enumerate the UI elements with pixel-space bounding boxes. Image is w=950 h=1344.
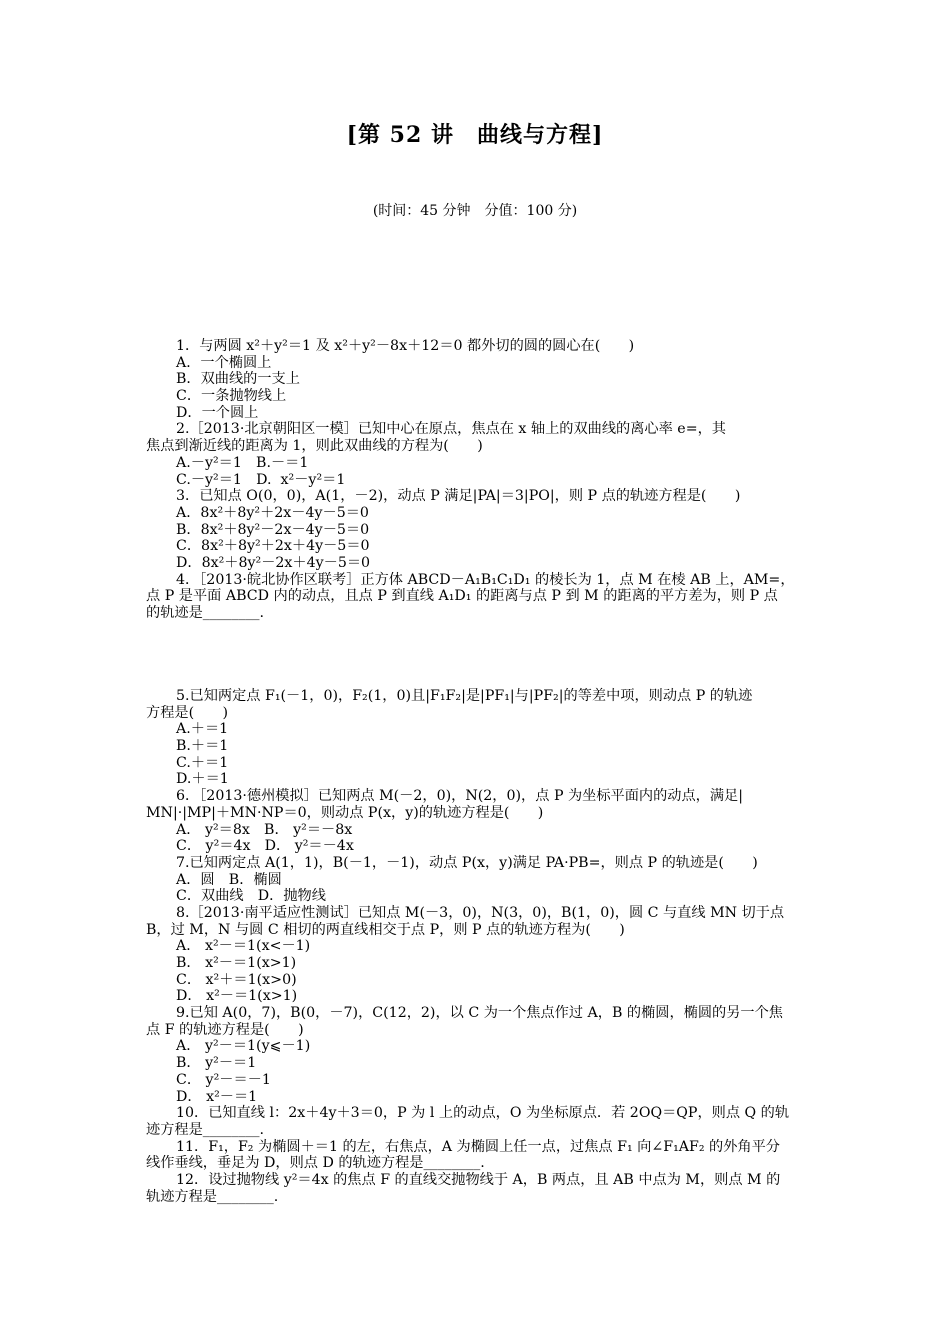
question-stem: 9.已知 A(0，7)，B(0，－7)，C(12，2)，以 C 为一个焦点作过 A，B 的椭圆，椭圆的另一个焦: [176, 1005, 783, 1022]
answer-option: A．8x²＋8y²＋2x－4y－5＝0: [176, 504, 369, 521]
answer-option: B． x²－＝1(x>1): [176, 955, 297, 971]
question-stem: 4．［2013·皖北协作区联考］正方体 ABCD－A₁B₁C₁D₁ 的棱长为 1，点 M 在棱 AB 上，AM=，: [176, 571, 795, 588]
question-text-line: MN|·|MP|＋MN·NP＝0，则动点 P(x，y)的轨迹方程是( ): [146, 804, 544, 821]
question-stem: 1．与两圆 x²＋y²＝1 及 x²＋y²－8x＋12＝0 都外切的圆的圆心在( ): [176, 338, 635, 354]
question-stem: 6．［2013·德州模拟］已知两点 M(－2，0)，N(2，0)，点 P 为坐标平面内的动点，满足|: [176, 788, 744, 805]
answer-option: D． x²－＝1: [176, 1088, 258, 1105]
question-text-line: B，过 M，N 与圆 C 相切的两直线相交于点 P，则 P 点的轨迹方程为( ): [146, 921, 625, 938]
answer-option: B.＋＝1: [176, 738, 229, 755]
answer-option: A.－y²＝1 B.－＝1: [176, 454, 309, 471]
question-stem: 5.已知两定点 F₁(－1，0)，F₂(1，0)且|F₁F₂|是|PF₁|与|PF₂|的等差中项，则动点 P 的轨迹: [176, 688, 753, 704]
answer-option: A．一个椭圆上: [176, 354, 272, 371]
answer-option: A． x²－＝1(x<－1): [176, 938, 311, 955]
answer-option: A．圆 B．椭圆: [176, 871, 282, 888]
question-stem: 7.已知两定点 A(1，1)，B(－1，－1)，动点 P(x，y)满足 PA·PB=，则点 P 的轨迹是( ): [176, 854, 758, 871]
question-stem: 3．已知点 O(0，0)，A(1，－2)，动点 P 满足|PA|＝3|PO|，则 P 点的轨迹方程是( ): [176, 488, 741, 505]
question-text-line: 方程是( ): [146, 704, 229, 721]
page-title: [第 52 讲 曲线与方程]: [346, 122, 604, 148]
answer-option: C．8x²＋8y²＋2x＋4y－5＝0: [176, 538, 370, 555]
question-text-line: 轨迹方程是________.: [146, 1188, 279, 1205]
answer-option: B．8x²＋8y²－2x－4y－5＝0: [176, 521, 370, 538]
answer-option: A． y²＝8x B． y²＝－8x: [176, 821, 353, 838]
answer-option: C． y²－＝－1: [176, 1071, 271, 1088]
time-score-info: (时间：45 分钟 分值：100 分): [372, 203, 578, 219]
answer-option: B．双曲线的一支上: [176, 371, 300, 388]
answer-option: C． y²＝4x D． y²＝－4x: [176, 838, 354, 855]
questions-block-2: [146, 688, 810, 1205]
answer-option: B． y²－＝1: [176, 1055, 257, 1072]
answer-option: C.－y²＝1 D. x²－y²＝1: [176, 471, 346, 488]
answer-option: C．一条抛物线上: [176, 388, 287, 405]
answer-option: A． y²－＝1(y⩽－1): [176, 1038, 311, 1055]
question-stem: 12．设过抛物线 y²＝4x 的焦点 F 的直线交抛物线于 A，B 两点，且 AB 中点为 M，则点 M 的: [176, 1171, 781, 1188]
question-text-line: 线作垂线，垂足为 D，则点 D 的轨迹方程是________.: [146, 1155, 485, 1172]
question-text-line: 的轨迹是________.: [146, 605, 265, 621]
question-stem: 8.［2013·南平适应性测试］已知点 M(－3，0)，N(3，0)，B(1，0)，圆 C 与直线 MN 切于点: [176, 904, 785, 921]
answer-option: D.＋＝1: [176, 771, 229, 788]
question-stem: 10．已知直线 l：2x＋4y＋3＝0，P 为 l 上的动点，O 为坐标原点．若 2OQ＝QP，则点 Q 的轨: [176, 1105, 790, 1122]
answer-option: C．双曲线 D．抛物线: [176, 888, 326, 905]
answer-option: C.＋＝1: [176, 754, 229, 771]
question-text-line: 焦点到渐近线的距离为 1，则此双曲线的方程为( ): [146, 438, 483, 455]
question-stem: 2.［2013·北京朝阳区一模］已知中心在原点，焦点在 x 轴上的双曲线的离心率 e=，其: [176, 421, 726, 438]
questions-block-1: [146, 338, 810, 622]
answer-option: C． x²＋＝1(x>0): [176, 971, 297, 988]
answer-option: D．一个圆上: [176, 404, 259, 421]
question-text-line: 点 F 的轨迹方程是( ): [146, 1021, 304, 1038]
question-text-line: 迹方程是________.: [146, 1121, 265, 1138]
question-stem: 11．F₁，F₂ 为椭圆＋＝1 的左，右焦点，A 为椭圆上任一点，过焦点 F₁ 向∠F₁AF₂ 的外角平分: [176, 1138, 780, 1155]
answer-option: A.＋＝1: [176, 721, 229, 738]
answer-option: D．8x²＋8y²－2x＋4y－5＝0: [176, 554, 371, 571]
answer-option: D． x²－＝1(x>1): [176, 988, 298, 1005]
question-text-line: 点 P 是平面 ABCD 内的动点，且点 P 到直线 A₁D₁ 的距离与点 P 到 M 的距离的平方差为，则 P 点: [146, 588, 778, 605]
